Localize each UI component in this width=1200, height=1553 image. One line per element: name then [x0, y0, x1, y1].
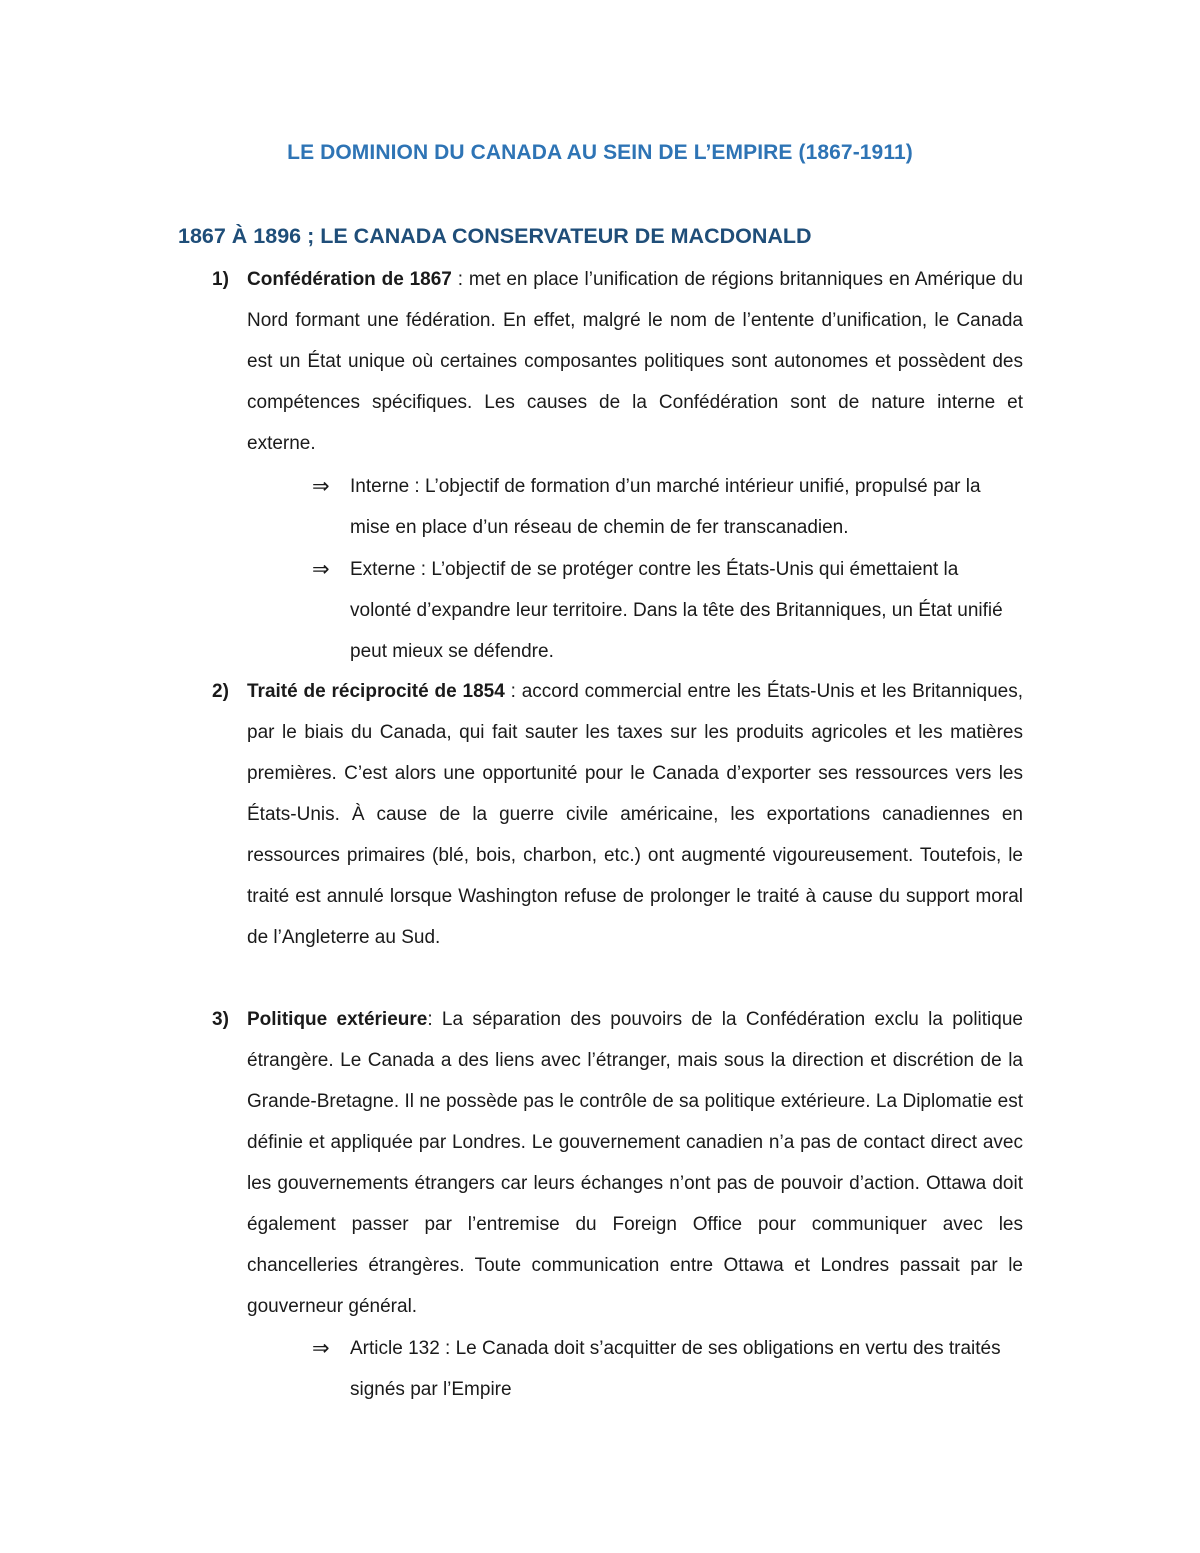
- arrow-icon: ⇒: [312, 1336, 330, 1360]
- list-item: [247, 671, 1023, 958]
- list-item-term: Traité de réciprocité de 1854: [247, 681, 505, 702]
- document-title: LE DOMINION DU CANADA AU SEIN DE L’EMPIRE (1867-1911): [287, 141, 913, 164]
- list-item-text: : accord commercial entre les États-Unis et les Britanniques, par le biais du Canada, qui fait sauter les taxes sur les produits agricoles et les matières premières. C’est alors une opportunité pour le Canada d’exporter ses ressources vers les États-Unis. À cause de la guerre civile américaine, les exportations canadiennes en ressources primaires (blé, bois, charbon, etc.) ont augmenté vigoureusement. Toutefois, le traité est annulé lorsque Washington refuse de prolonger le traité à cause du support moral de l’Angleterre au Sud.: [247, 681, 1023, 948]
- list-item-text: : met en place l’unification de régions britanniques en Amérique du Nord formant une fédération. En effet, malgré le nom de l’entente d’unification, le Canada est un État unique où certaines composantes politiques sont autonomes et possèdent des compétences spécifiques. Les causes de la Confédération sont de nature interne et externe.: [247, 269, 1024, 454]
- sub-point: Externe : L’objectif de se protéger contre les États-Unis qui émettaient la volonté d’expandre leur territoire. Dans la tête des Britanniques, un État unifié peut mieux se défendre.: [350, 559, 1003, 662]
- list-item: [247, 259, 1023, 464]
- list-item-number: 3): [212, 1009, 229, 1030]
- sub-point: Article 132 : Le Canada doit s’acquitter de ses obligations en vertu des traités signés par l’Empire: [350, 1338, 1001, 1400]
- arrow-icon: ⇒: [312, 474, 330, 498]
- list-item-number: 1): [212, 269, 229, 290]
- list-item-text: : La séparation des pouvoirs de la Confédération exclu la politique étrangère. Le Canada a des liens avec l’étranger, mais sous la direction et discrétion de la Grande-Bretagne. Il ne possède pas le contrôle de sa politique extérieure. La Diplomatie est définie et appliquée par Londres. Le gouvernement canadien n’a pas de contact direct avec les gouvernements étrangers car leurs échanges n’ont pas de pouvoir d’action. Ottawa doit également passer par l’entremise du Foreign Office pour communiquer avec les chancelleries étrangères. Toute communication entre Ottawa et Londres passait par le gouverneur général.: [247, 1009, 1023, 1317]
- section-heading: 1867 À 1896 ; LE CANADA CONSERVATEUR DE MACDONALD: [178, 224, 812, 248]
- list-item-number: 2): [212, 681, 229, 702]
- list-item-term: Confédération de 1867: [247, 269, 452, 290]
- list-item-term: Politique extérieure: [247, 1009, 428, 1030]
- sub-point: Interne : L’objectif de formation d’un marché intérieur unifié, propulsé par la mise en place d’un réseau de chemin de fer transcanadien.: [350, 476, 981, 538]
- arrow-icon: ⇒: [312, 557, 330, 581]
- list-item: [247, 999, 1023, 1327]
